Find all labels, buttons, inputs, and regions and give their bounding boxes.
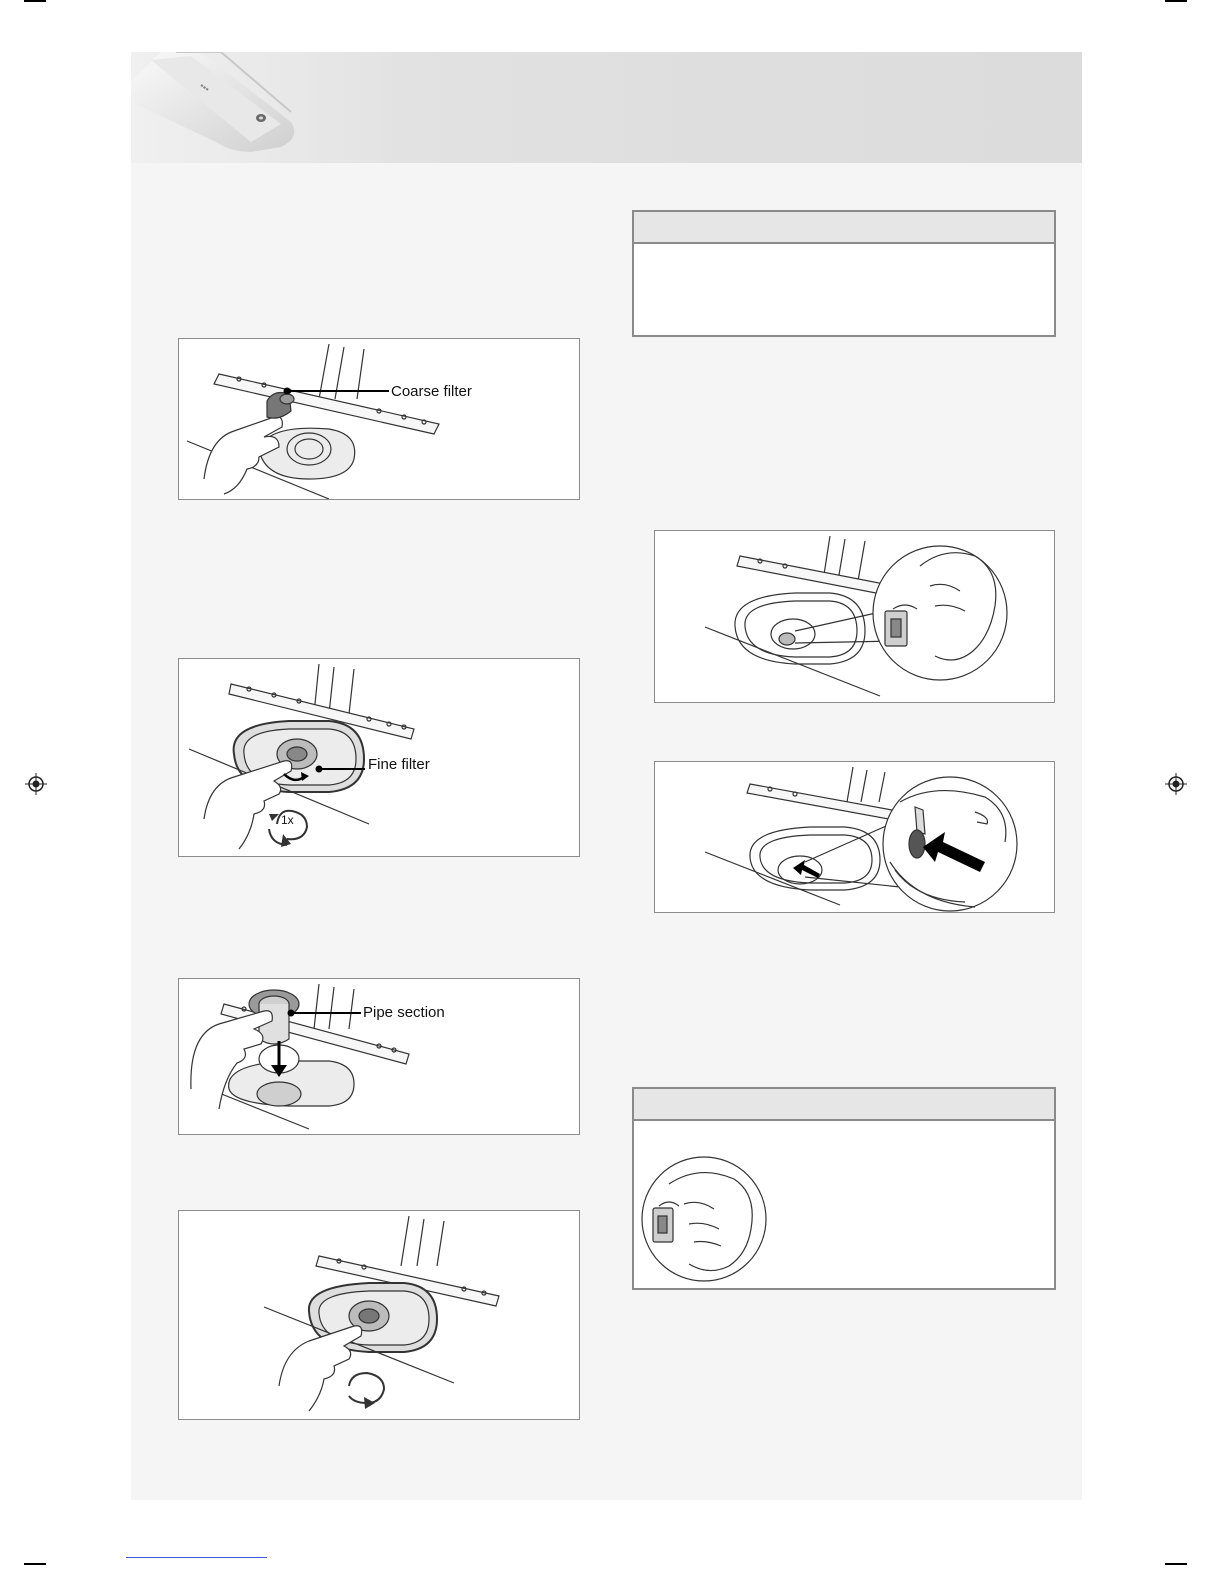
turn-count-label: 1x <box>281 813 294 827</box>
footer-link-underline[interactable] <box>126 1557 267 1558</box>
svg-text:▪▪▪: ▪▪▪ <box>197 80 212 95</box>
note-box-top-header <box>634 212 1054 244</box>
registration-mark-left-icon <box>25 773 47 795</box>
crop-mark-top-right <box>1165 0 1187 2</box>
note-box-bottom <box>632 1087 1056 1290</box>
spray-arm-photo-icon <box>131 52 1082 163</box>
figure-insert-part <box>654 761 1055 913</box>
note-box-top <box>632 210 1056 337</box>
coarse-filter-label: Coarse filter <box>391 383 472 400</box>
figure-pipe-section <box>178 978 580 1135</box>
figure-remove-spray-arm <box>654 530 1055 703</box>
clip-detail-icon <box>639 1154 769 1284</box>
figure-reinsert-filter <box>178 1210 580 1420</box>
pipe-section-label: Pipe section <box>363 1004 445 1021</box>
crop-mark-bottom-right <box>1165 1563 1187 1565</box>
header-band <box>131 52 1082 163</box>
crop-mark-bottom-left <box>24 1563 46 1565</box>
note-box-bottom-header <box>634 1089 1054 1121</box>
figure-coarse-filter <box>178 338 580 500</box>
fine-filter-label: Fine filter <box>368 756 430 773</box>
registration-mark-right-icon <box>1165 773 1187 795</box>
figure-fine-filter <box>178 658 580 857</box>
crop-mark-top-left <box>24 0 46 2</box>
